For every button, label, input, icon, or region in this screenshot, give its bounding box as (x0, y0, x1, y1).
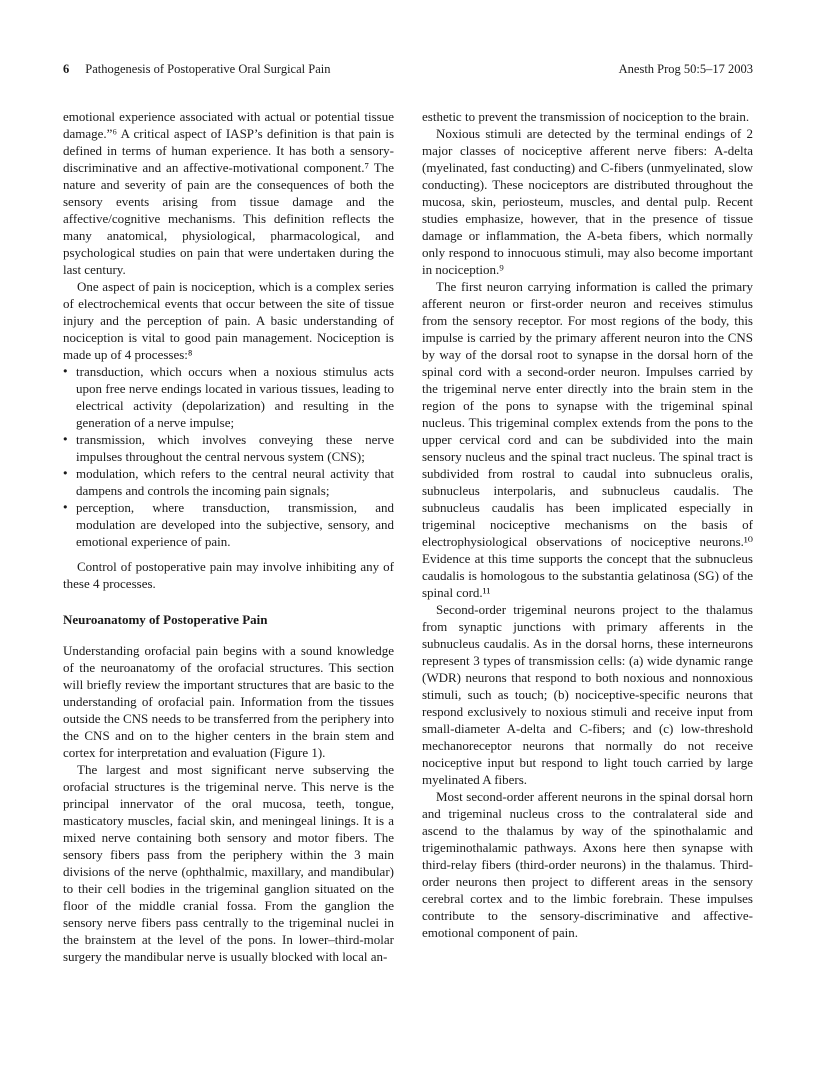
body-paragraph: esthetic to prevent the transmission of nociception to the brain. (422, 109, 750, 124)
left-column (63, 108, 394, 965)
body-paragraph: Noxious stimuli are detected by the terminal endings of 2 major classes of nociceptive afferent nerve fibers: A-delta (myelinated, fast conducting) and C-fibers (unmyelinated, slow conducting). These nociceptors are distributed throughout the mucosa, skin, periosteum, muscles, and dental pulp. Recent studies emphasize, however, that in the presence of tissue damage or inflammation, the A-beta fibers, which normally only respond to innocuous stimuli, may also become important in nociception.⁹ (422, 126, 753, 277)
bullet-list (63, 363, 394, 550)
bullet-item: ● transduction, which occurs when a noxious stimulus acts upon free nerve endings located in various tissues, leading to electrical activity (depolarization) and resulting in the generation of a nerve impulse; (63, 363, 394, 431)
body-paragraph: The largest and most significant nerve subserving the orofacial structures is the trigeminal nerve. This nerve is the principal innervator of the oral mucosa, teeth, tongue, masticatory muscles, facial skin, and meningeal linings. It is a mixed nerve containing both sensory and motor fibers. The sensory fibers pass from the periphery within the 3 main divisions of the nerve (ophthalmic, maxillary, and mandibular) to their cell bodies in the trigeminal ganglion situated on the floor of the middle cranial fossa. From the ganglion the sensory nerve fibers pass centrally to the trigeminal nuclei in the brainstem at the level of the pons. In lower–third-molar surgery the mandibular nerve is usually blocked with local an- (63, 762, 394, 964)
page-header (63, 62, 753, 77)
body-paragraph: emotional experience associated with actual or potential tissue damage.”⁶ A critical aspect of IASP’s definition is that pain is defined in terms of human experience. It has both a sensory-discriminative and an affective-motivational component.⁷ The nature and severity of pain are the consequences of both the sensory events arising from tissue damage and the affective/cognitive mechanisms. This definition reflects the many anatomical, physiological, pharmacological, and psychological studies on pain that were undertaken during the last century. (63, 109, 394, 277)
body-paragraph: Second-order trigeminal neurons project to the thalamus from synaptic junctions with primary afferents in the subnucleus caudalis. As in the dorsal horns, these interneurons represent 3 types of transmission cells: (a) wide dynamic range (WDR) neurons that respond to both noxious and nonnoxious stimuli, such as touch; (b) nociceptive-specific neurons that respond exclusively to noxious stimuli and receive input from small-diameter A-delta and C-fibers; and (c) low-threshold mechanoreceptor neurons that normally do not receive nociceptive input but respond to light touch carried by large myelinated A fibers. (422, 602, 753, 787)
journal-reference: Anesth Prog 50:5–17 2003 (618, 62, 753, 76)
header-left (63, 62, 330, 77)
body-paragraph: One aspect of pain is nociception, which is a complex series of electrochemical events that occur between the site of tissue injury and the perception of pain. A basic understanding of nociception is vital to good pain management. Nociception is made up of 4 processes:⁸ (63, 279, 394, 362)
bullet-item: ● transmission, which involves conveying these nerve impulses throughout the central nervous system (CNS); (63, 431, 394, 465)
body-paragraph: Control of postoperative pain may involve inhibiting any of these 4 processes. (63, 559, 394, 591)
body-paragraph: Understanding orofacial pain begins with a sound knowledge of the neuroanatomy of the orofacial structures. This section will briefly review the important structures that are basic to the understanding of orofacial pain. Information from the tissues outside the CNS needs to be transferred from the periphery into the CNS and on to the higher centers in the brain stem and cortex for interpretation and evaluation (Figure 1). (63, 643, 394, 760)
bullet-item: ● perception, where transduction, transmission, and modulation are developed into the subjective, sensory, and emotional experience of pain. (63, 499, 394, 550)
two-column-body (63, 108, 753, 965)
running-title: Pathogenesis of Postoperative Oral Surgical Pain (85, 62, 331, 76)
body-paragraph: The first neuron carrying information is called the primary afferent neuron or first-order neuron and receives stimulus from the sensory receptor. For most regions of the body, this impulse is carried by the primary afferent neuron into the CNS by way of the dorsal root to synapse in the dorsal horn of the spinal cord with a second-order neuron. Impulses carried by the trigeminal nerve enter directly into the brain stem in the region of the pons to synapse with the trigeminal spinal nucleus. This trigeminal complex extends from the pons to the upper cervical cord and can be subdivided into the main sensory nucleus and the spinal tract nucleus. The spinal tract is subdivided from rostral to caudal into subnucleus oralis, subnucleus interpolaris, and subnucleus caudalis. The subnucleus caudalis has been implicated especially in trigeminal nociceptive mechanisms on the basis of electrophysiological observations of nociceptive neurons.¹⁰ Evidence at this time supports the concept that the subnucleus caudalis is homologous to the substantia gelatinosa (SG) of the spinal cord.¹¹ (422, 279, 753, 600)
section-heading: Neuroanatomy of Postoperative Pain (63, 612, 268, 627)
bullet-item: ● modulation, which refers to the central neural activity that dampens and controls the incoming pain signals; (63, 465, 394, 499)
right-column (422, 108, 753, 965)
body-paragraph: Most second-order afferent neurons in the spinal dorsal horn and trigeminal nucleus cross to the contralateral side and ascend to the thalamus by way of the spinothalamic and trigeminothalamic pathways. Axons here then synapse with third-relay fibers (third-order neurons) in the thalamus. Third-order neurons then project to different areas in the sensory cerebral cortex and to the limbic forebrain. These impulses contribute to the sensory-discriminative and affective-emotional component of pain. (422, 789, 753, 940)
page-number: 6 (63, 62, 70, 76)
